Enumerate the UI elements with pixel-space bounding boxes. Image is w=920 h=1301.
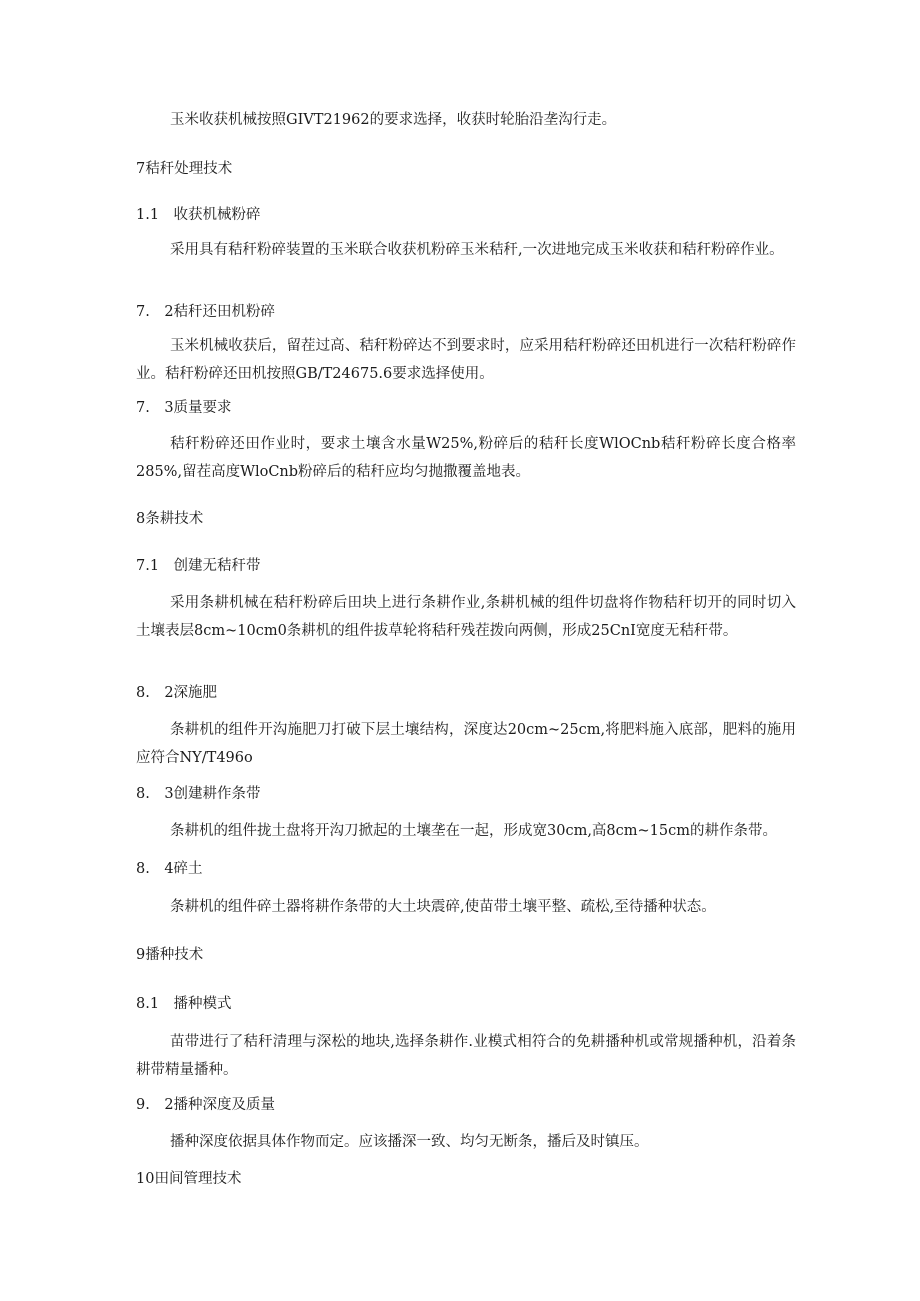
paragraph-straw-free-strip: 采用条耕机械在秸秆粉碎后田块上进行条耕作业,条耕机械的组件切盘将作物秸秆切开的同时切入土壤表层8cm~10cm0条耕机的组件拔草轮将秸秆残茬拨向两侧，形成25CnI宽度无秸秆带。 xyxy=(136,595,796,639)
heading-field-management: 10田间管理技术 xyxy=(136,1171,242,1187)
subheading-harvest-crushing: 1.1 收获机械粉碎 xyxy=(136,207,261,223)
paragraph-harvest-crushing: 采用具有秸秆粉碎装置的玉米联合收获机粉碎玉米秸秆,一次进地完成玉米收获和秸秆粉碎作业。 xyxy=(170,242,784,258)
paragraph-soil-crushing: 条耕机的组件碎土器将耕作条带的大土块震碎,使苗带土壤平整、疏松,至待播种状态。 xyxy=(170,899,716,915)
paragraph-sowing-depth: 播种深度依据具体作物而定。应该播深一致、均匀无断条，播后及时镇压。 xyxy=(170,1134,649,1150)
paragraph-harvester-selection: 玉米收获机械按照GIVT21962的要求选择，收获时轮胎沿垄沟行走。 xyxy=(170,112,617,128)
paragraph-straw-returning: 玉米机械收获后，留茬过高、秸秆粉碎达不到要求时，应采用秸秆粉碎还田机进行一次秸秆粉碎作业。秸秆粉碎还田机按照GB/T24675.6要求选择使用。 xyxy=(136,338,796,382)
subheading-sowing-mode: 8.1 播种模式 xyxy=(136,996,232,1012)
heading-sowing: 9播种技术 xyxy=(136,947,204,963)
subheading-sowing-depth: 9. 2播种深度及质量 xyxy=(136,1097,276,1113)
paragraph-quality-requirements: 秸秆粉碎还田作业时，要求土壤含水量W25%,粉碎后的秸秆长度WlOCnb秸秆粉碎长度合格率285%,留茬高度WloCnb粉碎后的秸秆应均匀抛撒覆盖地表。 xyxy=(136,436,796,480)
subheading-straw-free-strip: 7.1 创建无秸秆带 xyxy=(136,558,261,574)
paragraph-tillage-strip: 条耕机的组件拢土盘将开沟刀掀起的土壤垄在一起，形成宽30cm,高8cm~15cm的耕作条带。 xyxy=(170,823,777,839)
heading-straw-treatment: 7秸秆处理技术 xyxy=(136,161,233,177)
paragraph-sowing-mode: 苗带进行了秸秆清理与深松的地块,选择条耕作.业模式相符合的免耕播种机或常规播种机，沿着条耕带精量播种。 xyxy=(136,1034,796,1078)
subheading-soil-crushing: 8. 4碎土 xyxy=(136,861,203,877)
paragraph-deep-fertilization: 条耕机的组件开沟施肥刀打破下层土壤结构，深度达20cm~25cm,将肥料施入底部，肥料的施用应符合NY/T496o xyxy=(136,722,796,766)
subheading-tillage-strip: 8. 3创建耕作条带 xyxy=(136,786,261,802)
subheading-straw-returning: 7. 2秸秆还田机粉碎 xyxy=(136,304,276,320)
heading-strip-tillage: 8条耕技术 xyxy=(136,511,204,527)
subheading-deep-fertilization: 8. 2深施肥 xyxy=(136,685,218,701)
subheading-quality-requirements: 7. 3质量要求 xyxy=(136,400,232,416)
